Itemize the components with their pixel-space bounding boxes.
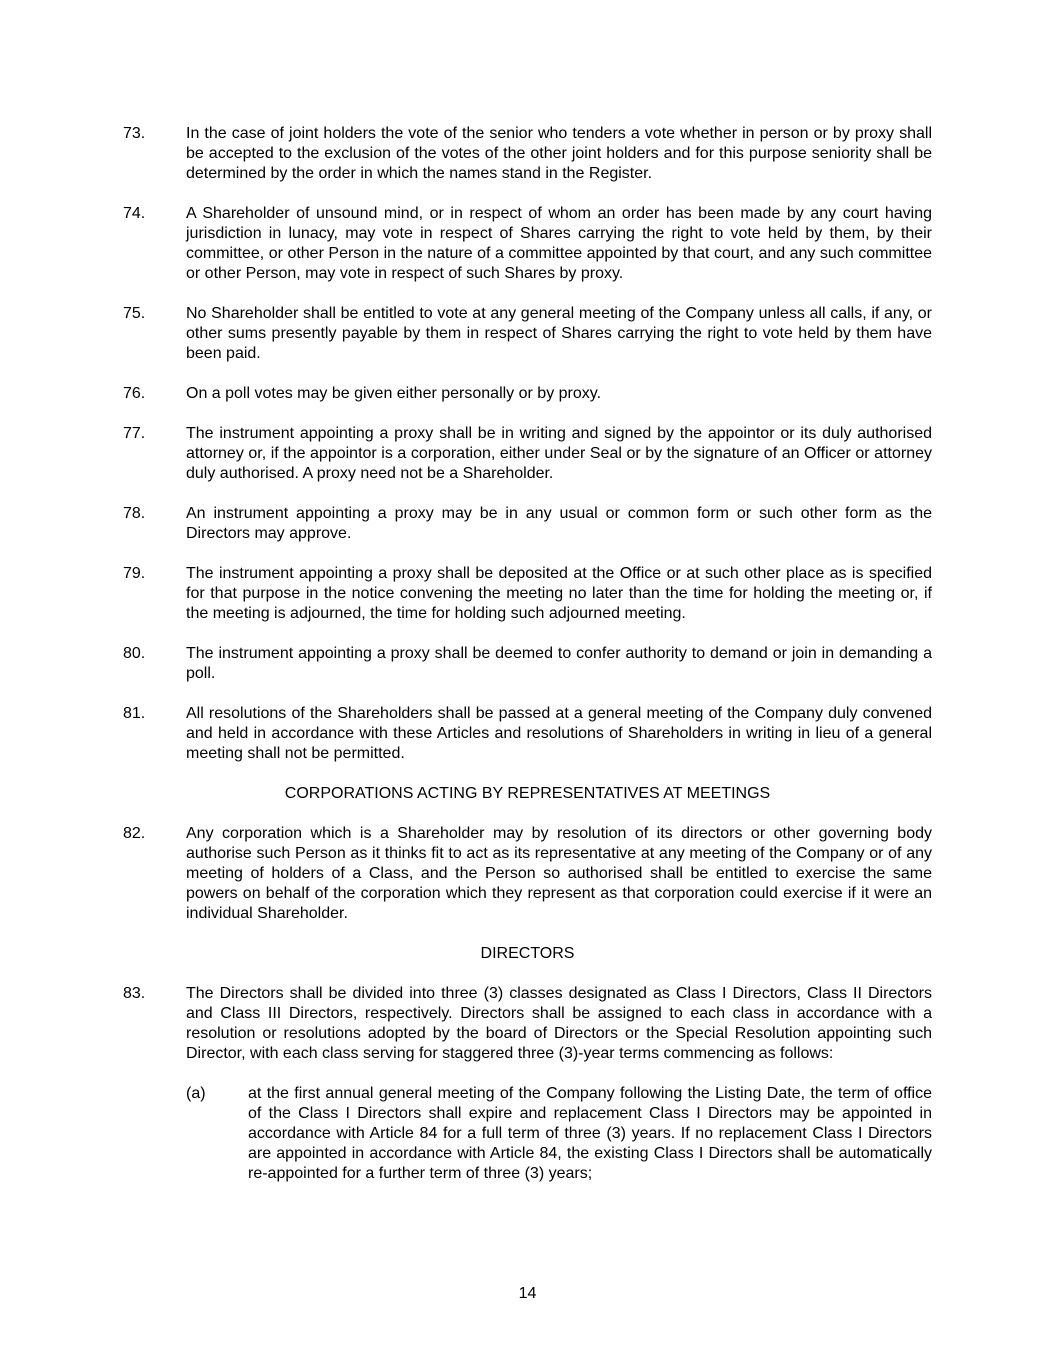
- article-78: [123, 504, 932, 544]
- section-heading-corporations: CORPORATIONS ACTING BY REPRESENTATIVES AT MEETINGS: [284, 785, 771, 802]
- article-number: 74.: [123, 205, 146, 222]
- article-82: [123, 824, 932, 924]
- article-76: [123, 384, 932, 404]
- article-81: [123, 704, 932, 764]
- article-number: 77.: [123, 425, 146, 442]
- page-number: 14: [518, 1285, 537, 1302]
- page-content: [123, 124, 932, 1204]
- article-text: The instrument appointing a proxy shall be in writing and signed by the appointor or its duly authorised attorney or, if the appointor is a corporation, either under Seal or by the signature of an Officer or attorney duly authorised. A proxy need not be a Shareholder.: [186, 425, 932, 482]
- article-83-clause-a: [186, 1084, 932, 1184]
- article-text: The instrument appointing a proxy shall be deemed to confer authority to demand or join in demanding a poll.: [186, 645, 932, 682]
- article-text: Any corporation which is a Shareholder may by resolution of its directors or other governing body authorise such Person as it thinks fit to act as its representative at any meeting of the Company or of any meeting of holders of a Class, and the Person so authorised shall be entitled to exercise the same powers on behalf of the corporation which they represent as that corporation could exercise if it were an individual Shareholder.: [186, 825, 932, 922]
- article-number: 73.: [123, 125, 146, 142]
- article-text: No Shareholder shall be entitled to vote at any general meeting of the Company unless all calls, if any, or other sums presently payable by them in respect of Shares carrying the right to vote held by them have been paid.: [186, 305, 932, 362]
- article-text: The Directors shall be divided into three (3) classes designated as Class I Directors, Class II Directors and Class III Directors, respectively. Directors shall be assigned to each class in accordance with a resolution or resolutions adopted by the board of Directors or the Special Resolution appointing such Director, with each class serving for staggered three (3)-year terms commencing as follows:: [186, 985, 932, 1062]
- article-number: 81.: [123, 705, 146, 722]
- article-75: [123, 304, 932, 364]
- article-number: 75.: [123, 305, 146, 322]
- article-text: The instrument appointing a proxy shall be deposited at the Office or at such other place as is specified for that purpose in the notice convening the meeting no later than the time for holding the meeting or, if the meeting is adjourned, the time for holding such adjourned meeting.: [186, 565, 932, 622]
- article-number: 79.: [123, 565, 146, 582]
- article-79: [123, 564, 932, 624]
- article-text: All resolutions of the Shareholders shall be passed at a general meeting of the Company duly convened and held in accordance with these Articles and resolutions of Shareholders in writing in lieu of a general meeting shall not be permitted.: [186, 705, 932, 762]
- clause-number: (a): [186, 1085, 206, 1102]
- article-text: A Shareholder of unsound mind, or in respect of whom an order has been made by any court having jurisdiction in lunacy, may vote in respect of Shares carrying the right to vote held by them, by their committee, or other Person in the nature of a committee appointed by that court, and any such committee or other Person, may vote in respect of such Shares by proxy.: [186, 205, 932, 282]
- article-73: [123, 124, 932, 184]
- clause-text: at the first annual general meeting of the Company following the Listing Date, the term of office of the Class I Directors shall expire and replacement Class I Directors may be appointed in accordance with Article 84 for a full term of three (3) years. If no replacement Class I Directors are appointed in accordance with Article 84, the existing Class I Directors shall be automatically re-appointed for a further term of three (3) years;: [248, 1085, 932, 1182]
- article-83: [123, 984, 932, 1064]
- article-number: 80.: [123, 645, 146, 662]
- article-text: An instrument appointing a proxy may be in any usual or common form or such other form as the Directors may approve.: [186, 505, 932, 542]
- article-text: In the case of joint holders the vote of the senior who tenders a vote whether in person or by proxy shall be accepted to the exclusion of the votes of the other joint holders and for this purpose seniority shall be determined by the order in which the names stand in the Register.: [186, 125, 932, 182]
- article-77: [123, 424, 932, 484]
- article-text: On a poll votes may be given either personally or by proxy.: [186, 385, 602, 402]
- article-80: [123, 644, 932, 684]
- article-number: 82.: [123, 825, 146, 842]
- article-number: 83.: [123, 985, 146, 1002]
- article-74: [123, 204, 932, 284]
- section-heading-directors: DIRECTORS: [480, 945, 575, 962]
- article-number: 78.: [123, 505, 146, 522]
- article-number: 76.: [123, 385, 146, 402]
